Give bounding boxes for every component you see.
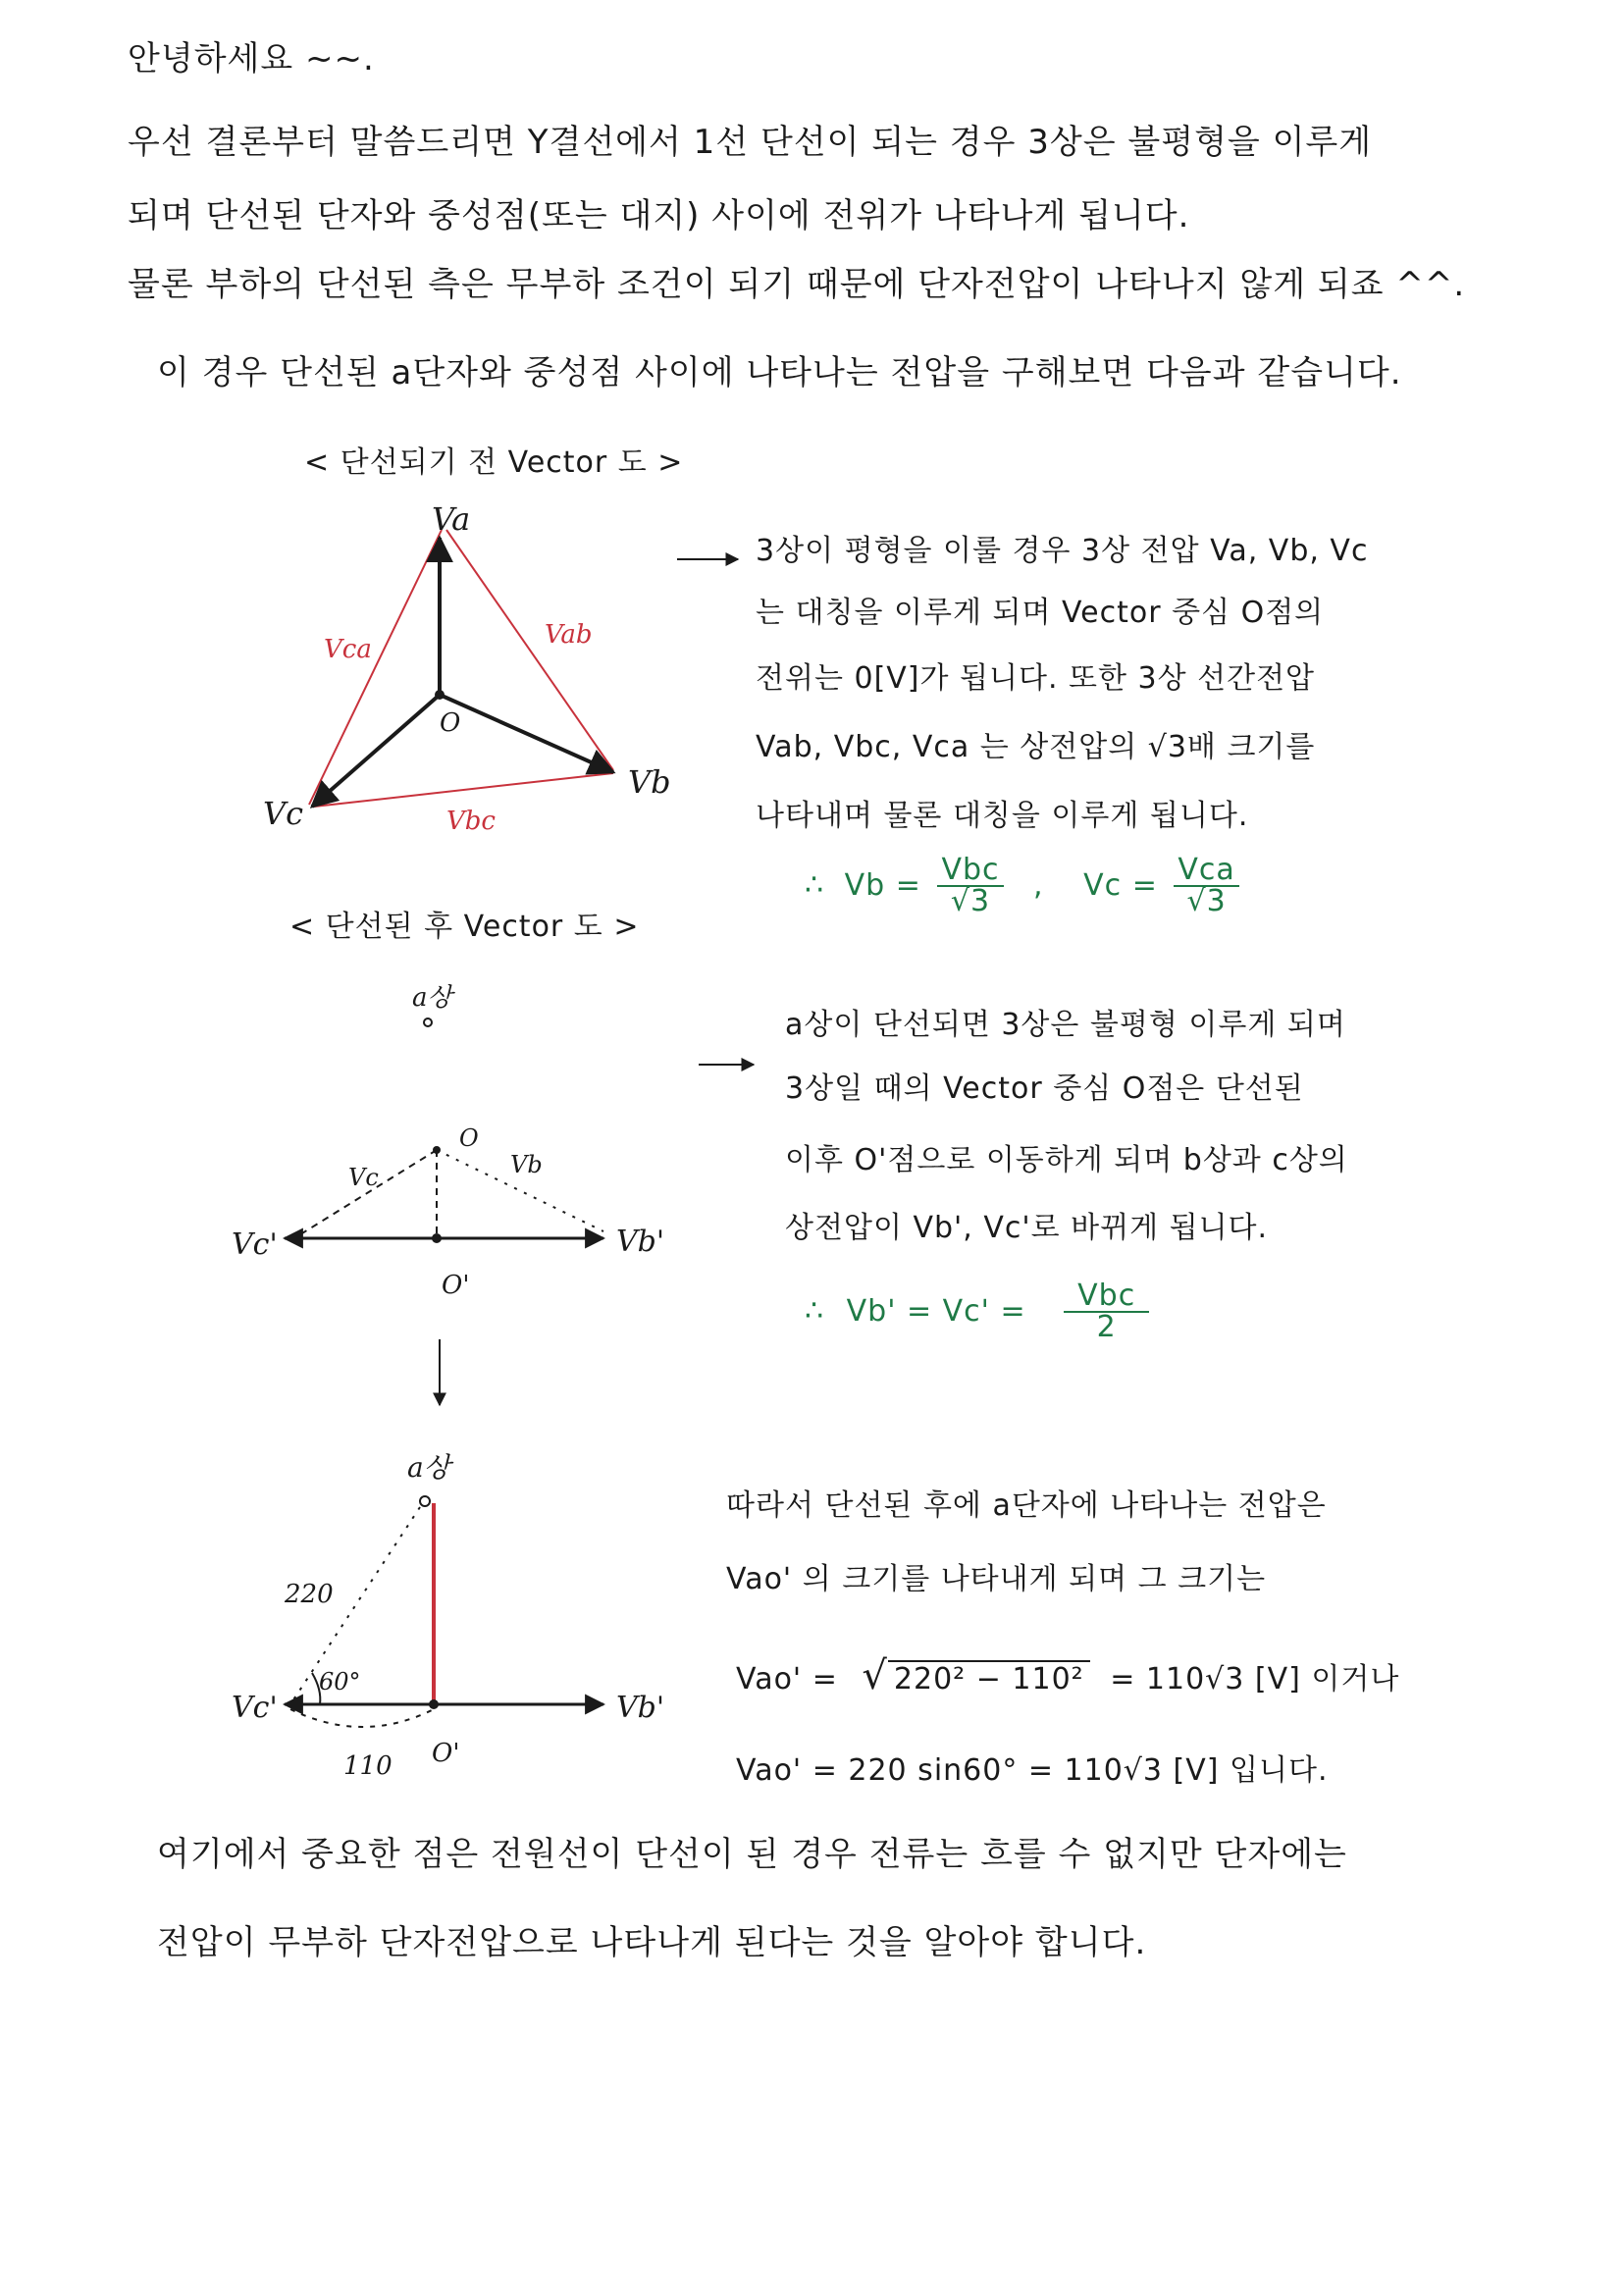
label-60deg: 60° (319, 1668, 361, 1696)
label-vb-prime-2: Vb' (616, 1691, 665, 1725)
explanation-2-line-3: 이후 O'점으로 이동하게 되며 b상과 c상의 (785, 1143, 1348, 1177)
a-phase-terminal-1 (424, 1018, 432, 1026)
formula-1-vc-denominator: √3 (1186, 884, 1227, 918)
formula-1-vc: Vc = (1083, 867, 1158, 903)
label-o: O (440, 708, 461, 738)
label-vb: Vb (628, 763, 671, 801)
vector-diagram-after (232, 983, 664, 1300)
formula-vao-sin: Vao' = 220 sin60° = 110√3 [V] 입니다. (736, 1753, 1329, 1788)
a-phase-terminal-2 (420, 1496, 430, 1506)
line-vca (309, 530, 442, 805)
explanation-2-line-4: 상전압이 Vb', Vc'로 바뀌게 됩니다. (785, 1211, 1269, 1245)
label-vc-dashed: Vc (348, 1164, 379, 1191)
label-vc-prime-2: Vc' (232, 1691, 278, 1725)
vector-diagram-before (263, 500, 671, 836)
phasor-vc (312, 695, 440, 807)
label-vb-dashed: Vb (510, 1151, 543, 1178)
formula-2-numerator: Vbc (1064, 1281, 1149, 1313)
intro-line-1: 우선 결론부터 말씀드리면 Y결선에서 1선 단선이 되는 경우 3상은 불평형을 이루게 (128, 123, 1373, 162)
explanation-1-line-5: 나타내며 물론 대칭을 이루게 됩니다. (756, 799, 1249, 833)
formula-vao-lhs: Vao' = (736, 1662, 838, 1696)
o-prime-dot (432, 1233, 442, 1243)
label-o-prime: O' (442, 1271, 470, 1300)
vector-diagram-vao (232, 1451, 664, 1781)
label-vca: Vca (324, 635, 372, 664)
formula-2-left: Vb' = Vc' = (846, 1293, 1026, 1329)
formula-2-denominator: 2 (1096, 1310, 1117, 1344)
line-vbc (314, 773, 613, 807)
therefore-symbol-2: ∴ (805, 1293, 825, 1329)
formula-1-comma: , (1033, 867, 1044, 903)
explanation-1-line-1: 3상이 평형을 이룰 경우 3상 전압 Va, Vb, Vc (756, 534, 1369, 568)
label-va: Va (432, 500, 471, 538)
label-o-upper: O (459, 1124, 479, 1152)
heading-before-vector: < 단선되기 전 Vector 도 > (304, 445, 684, 480)
explanation-1-line-3: 전위는 0[V]가 됩니다. 또한 3상 선간전압 (756, 661, 1316, 696)
sqrt-sign: √ (862, 1653, 888, 1698)
label-110: 110 (343, 1751, 393, 1781)
label-vb-prime: Vb' (616, 1225, 665, 1259)
label-o-prime-2: O' (432, 1739, 460, 1768)
label-vc: Vc (263, 795, 304, 832)
formula-1-vb: Vb = (844, 867, 921, 903)
label-vab: Vab (545, 620, 593, 650)
therefore-symbol: ∴ (805, 867, 825, 903)
explanation-2-line-1: a상이 단선되면 3상은 불평형 이루게 되며 (785, 1008, 1346, 1042)
formula-1-vc-numerator: Vca (1174, 856, 1238, 887)
intro-line-4: 이 경우 단선된 a단자와 중성점 사이에 나타나는 전압을 구해보면 다음과 같습니다. (157, 353, 1402, 392)
formula-1-vb-denominator: √3 (950, 884, 991, 918)
heading-after-vector: < 단선된 후 Vector 도 > (289, 910, 640, 944)
o-prime-dot-2 (429, 1699, 439, 1709)
label-220: 220 (285, 1580, 334, 1609)
explanation-3-line-2: Vao' 의 크기를 나타내게 되며 그 크기는 (726, 1562, 1267, 1596)
formula-vao-rhs: = 110√3 [V] 이거나 (1110, 1662, 1400, 1696)
conclusion-line-1: 여기에서 중요한 점은 전원선이 단선이 된 경우 전류는 흐를 수 없지만 단자에는 (157, 1835, 1347, 1874)
o-point-dot (433, 1146, 441, 1154)
center-o-dot (435, 690, 445, 700)
greeting: 안녕하세요 ~~. (128, 39, 375, 78)
intro-line-3: 물론 부하의 단선된 측은 무부하 조건이 되기 때문에 단자전압이 나타나지 않게 되죠 ^^. (128, 265, 1466, 304)
explanation-2-line-2: 3상일 때의 Vector 중심 O점은 단선된 (785, 1071, 1304, 1106)
explanation-1-line-4: Vab, Vbc, Vca 는 상전압의 √3배 크기를 (756, 730, 1316, 764)
explanation-1-line-2: 는 대칭을 이루게 되며 Vector 중심 O점의 (756, 596, 1325, 630)
label-a-phase-1: a상 (412, 983, 452, 1013)
formula-vao-radicand: 220² − 110² (888, 1660, 1090, 1696)
intro-line-2: 되며 단선된 단자와 중성점(또는 대지) 사이에 전위가 나타나게 됩니다. (128, 196, 1190, 235)
conclusion-line-2: 전압이 무부하 단자전압으로 나타나게 된다는 것을 알아야 합니다. (157, 1923, 1147, 1962)
explanation-3-line-1: 따라서 단선된 후에 a단자에 나타나는 전압은 (726, 1488, 1327, 1523)
formula-1-vb-numerator: Vbc (937, 856, 1003, 887)
label-vbc: Vbc (446, 807, 496, 836)
dashed-110-arc (290, 1709, 434, 1727)
label-a-phase-2: a상 (407, 1451, 450, 1484)
label-vc-prime: Vc' (232, 1227, 278, 1262)
